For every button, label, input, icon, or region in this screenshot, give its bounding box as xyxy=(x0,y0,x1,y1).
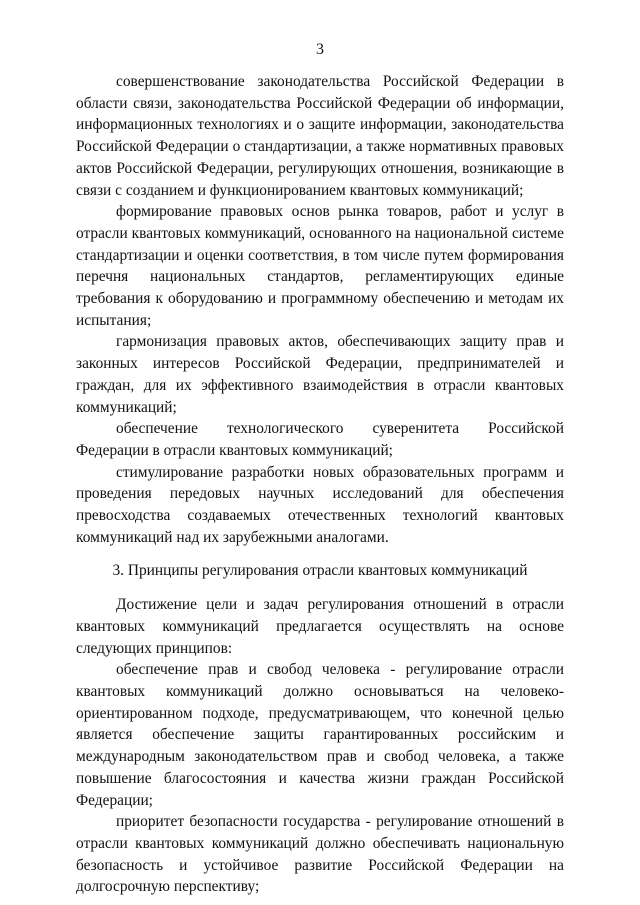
document-body xyxy=(76,71,564,898)
paragraph-human-rights-principle: обеспечение прав и свобод человека - регулирование отрасли квантовых коммуникаций должно основываться на человеко-ориентированном подходе, предусматривающем, что конечной целью является обеспечение защиты гарантированных российским и международным законодательством прав и свобод человека, а также повышение благосостояния и качества жизни граждан Российской Федерации; xyxy=(76,661,564,809)
paragraph-state-security-principle: приоритет безопасности государства - регулирование отношений в отрасли квантовых коммуникаций должно обеспечивать национальную безопасность и устойчивое развитие Российской Федерации на долгосрочную перспективу; xyxy=(76,813,564,896)
paragraph-legislation-improvement: совершенствование законодательства Российской Федерации в области связи, законодательства Российской Федерации об информации, информационных технологиях и о защите информации, законодательства Российской Федерации о стандартизации, а также нормативных правовых актов Российской Федерации, регулирующих отношения, возникающие в связи с созданием и функционированием квантовых коммуникаций; xyxy=(76,73,564,199)
paragraph-harmonization: гармонизация правовых актов, обеспечивающих защиту прав и законных интересов Российской Федерации, предпринимателей и граждан, для их эффективного взаимодействия в отрасли квантовых коммуникаций; xyxy=(76,333,564,416)
page-number: 3 xyxy=(316,41,324,58)
paragraph-technological-sovereignty: обеспечение технологического суверенитета Российской Федерации в отрасли квантовых коммуникаций; xyxy=(76,420,564,459)
paragraph-legal-framework-market: формирование правовых основ рынка товаров, работ и услуг в отрасли квантовых коммуникаций, основанного на национальной системе стандартизации и оценки соответствия, в том числе путем формирования перечня национальных стандартов, регламентирующих единые требования к оборудованию и программному обеспечению и методам их испытания; xyxy=(76,203,564,329)
paragraph-education-research: стимулирование разработки новых образовательных программ и проведения передовых научных исследований для обеспечения превосходства создаваемых отечественных технологий квантовых коммуникаций над их зарубежными аналогами. xyxy=(76,463,564,546)
section-heading: 3. Принципы регулирования отрасли квантовых коммуникаций xyxy=(112,562,528,580)
paragraph-principles-intro: Достижение цели и задач регулирования отношений в отрасли квантовых коммуникаций предлагается осуществлять на основе следующих принципов: xyxy=(76,596,564,657)
